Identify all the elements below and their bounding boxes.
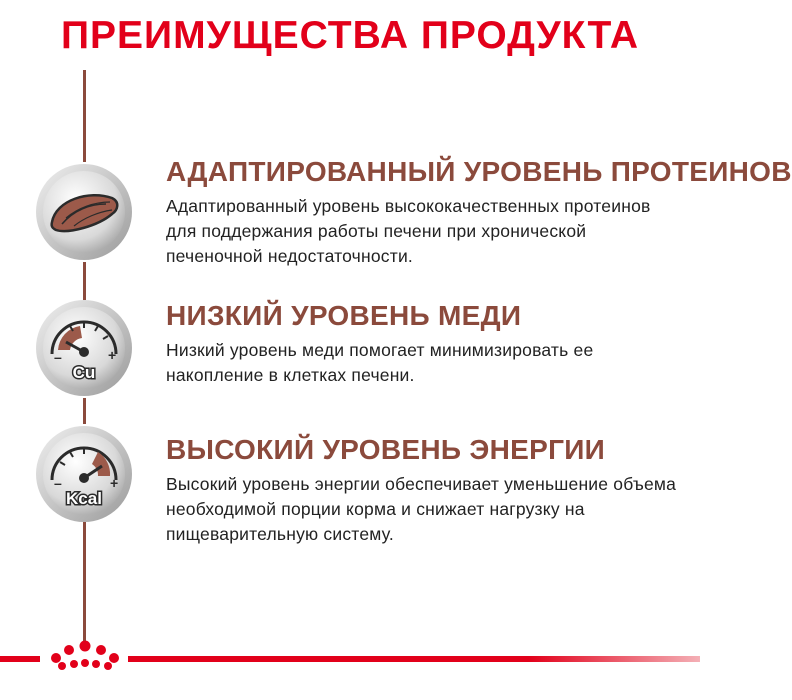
timeline-line — [83, 70, 86, 162]
page-title: ПРЕИМУЩЕСТВА ПРОДУКТА — [60, 14, 639, 57]
feature-text: Адаптированный уровень высококачественных протеинов для поддержания работы печени при хронической печеночной недостаточности. — [166, 196, 651, 266]
footer-divider — [128, 656, 700, 662]
feature-heading: НИЗКИЙ УРОВЕНЬ МЕДИ — [166, 300, 522, 331]
copper-label: Cu — [72, 363, 96, 382]
plus-sign: + — [110, 475, 119, 491]
feature-heading: АДАПТИРОВАННЫЙ УРОВЕНЬ ПРОТЕИНОВ — [166, 156, 792, 187]
timeline-line — [83, 522, 86, 646]
kcal-label: Kcal — [66, 489, 102, 508]
kcal-gauge-icon — [34, 424, 134, 524]
minus-sign: – — [54, 475, 62, 491]
meat-icon — [34, 162, 134, 262]
timeline-line — [83, 262, 86, 300]
feature-energy — [166, 434, 686, 547]
footer-divider — [0, 656, 40, 662]
minus-sign: – — [54, 349, 62, 365]
timeline-line — [83, 398, 86, 424]
feature-protein — [166, 156, 792, 269]
plus-sign: + — [108, 347, 117, 363]
feature-copper — [166, 300, 686, 388]
feature-text: Низкий уровень меди помогает минимизировать ее накопление в клетках печени. — [166, 340, 594, 385]
feature-text: Высокий уровень энергии обеспечивает уменьшение объема необходимой порции корма и снижает нагрузку на пищеварительную систему. — [166, 474, 677, 544]
crown-logo-icon — [44, 636, 126, 676]
feature-heading: ВЫСОКИЙ УРОВЕНЬ ЭНЕРГИИ — [166, 434, 606, 465]
copper-gauge-icon — [34, 298, 134, 398]
